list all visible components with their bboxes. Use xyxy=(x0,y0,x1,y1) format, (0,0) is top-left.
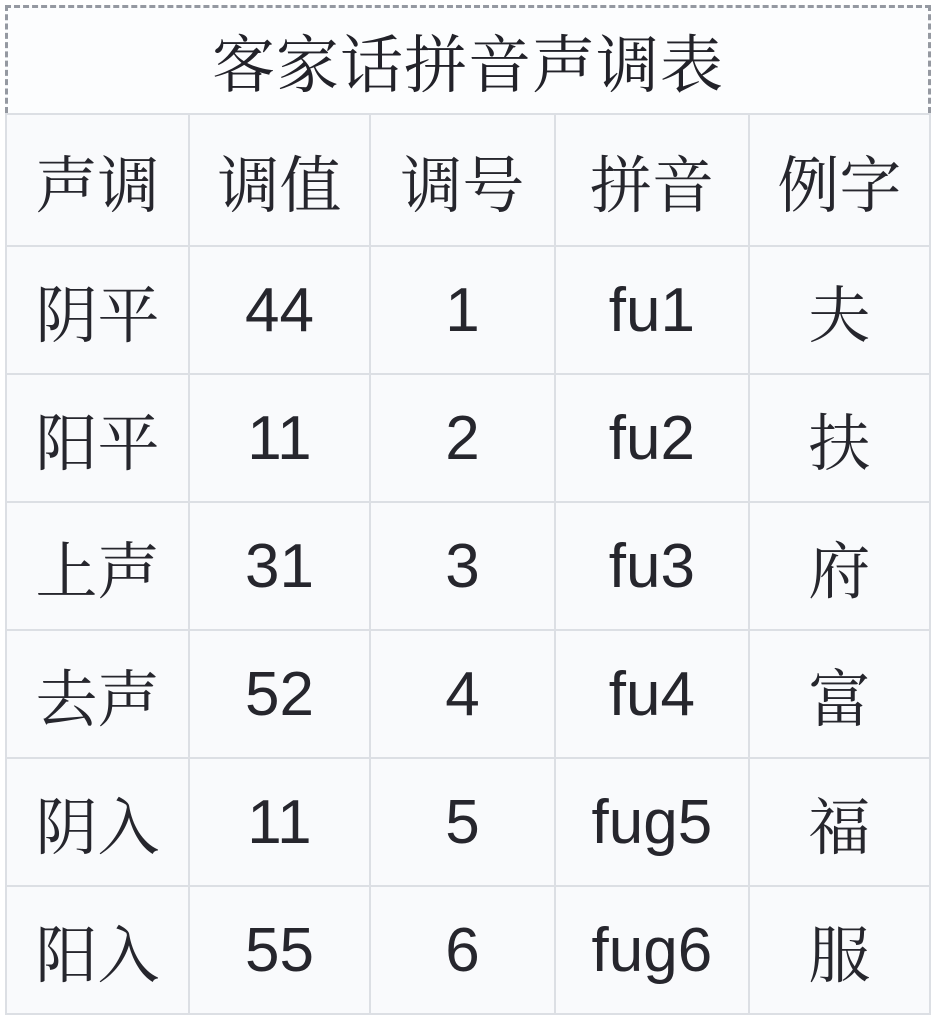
table-row xyxy=(6,630,930,758)
cell-tone: 阳平 xyxy=(6,374,189,502)
cell-pinyin: fug6 xyxy=(555,886,749,1014)
cell-tone: 上声 xyxy=(6,502,189,630)
header-row xyxy=(6,114,930,246)
cell-number: 6 xyxy=(370,886,555,1014)
column-header-example: 例字 xyxy=(749,114,930,246)
column-header-tone: 声调 xyxy=(6,114,189,246)
column-header-pinyin: 拼音 xyxy=(555,114,749,246)
cell-number: 1 xyxy=(370,246,555,374)
tone-table xyxy=(5,113,931,1015)
cell-pinyin: fug5 xyxy=(555,758,749,886)
cell-value: 44 xyxy=(189,246,370,374)
cell-pinyin: fu4 xyxy=(555,630,749,758)
cell-value: 11 xyxy=(189,758,370,886)
table-row xyxy=(6,502,930,630)
table-row xyxy=(6,374,930,502)
cell-number: 2 xyxy=(370,374,555,502)
page-title: 客家话拼音声调表 xyxy=(212,31,724,101)
cell-tone: 阳入 xyxy=(6,886,189,1014)
cell-pinyin: fu1 xyxy=(555,246,749,374)
table-row xyxy=(6,886,930,1014)
cell-pinyin: fu3 xyxy=(555,502,749,630)
cell-example: 服 xyxy=(749,886,930,1014)
cell-tone: 阴平 xyxy=(6,246,189,374)
cell-value: 52 xyxy=(189,630,370,758)
table-row xyxy=(6,246,930,374)
cell-number: 4 xyxy=(370,630,555,758)
cell-value: 55 xyxy=(189,886,370,1014)
cell-example: 福 xyxy=(749,758,930,886)
cell-number: 5 xyxy=(370,758,555,886)
column-header-number: 调号 xyxy=(370,114,555,246)
cell-value: 31 xyxy=(189,502,370,630)
cell-value: 11 xyxy=(189,374,370,502)
cell-example: 夫 xyxy=(749,246,930,374)
cell-tone: 阴入 xyxy=(6,758,189,886)
cell-example: 府 xyxy=(749,502,930,630)
table-row xyxy=(6,758,930,886)
cell-pinyin: fu2 xyxy=(555,374,749,502)
column-header-value: 调值 xyxy=(189,114,370,246)
cell-example: 富 xyxy=(749,630,930,758)
cell-number: 3 xyxy=(370,502,555,630)
cell-tone: 去声 xyxy=(6,630,189,758)
cell-example: 扶 xyxy=(749,374,930,502)
title-box xyxy=(5,5,931,113)
